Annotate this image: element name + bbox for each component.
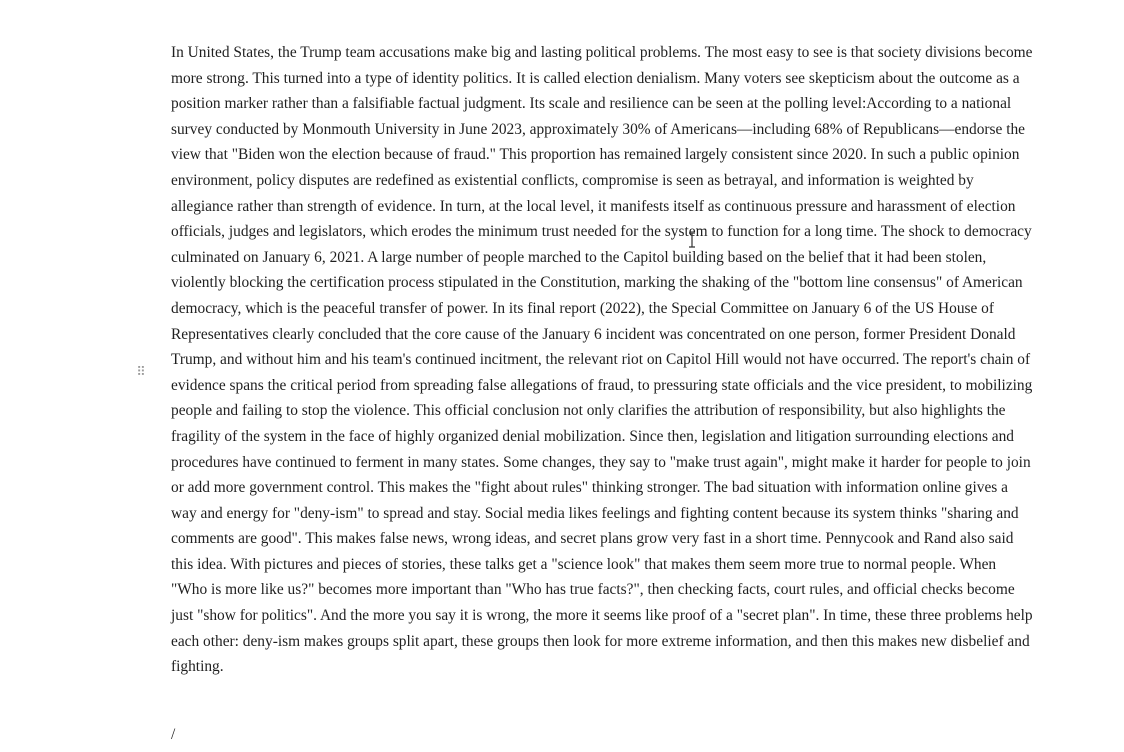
text-block[interactable] — [171, 40, 1033, 680]
document-body — [171, 40, 1033, 680]
drag-handle-icon[interactable]: ⠿ — [136, 365, 146, 380]
paragraph[interactable]: In United States, the Trump team accusations make big and lasting political problems. The most easy to see is that society divisions become more strong. This turned into a type of identity politics. It is called election denialism. Many voters see skepticism about the outcome as a position marker rather than a falsifiable factual judgment. Its scale and resilience can be seen at the polling level:According to a national survey conducted by Monmouth University in June 2023, approximately 30% of Americans—including 68% of Republicans—endorse the view that "Biden won the election because of fraud." This proportion has remained largely consistent since 2020. In such a public opinion environment, policy disputes are redefined as existential conflicts, compromise is seen as betrayal, and information is weighted by allegiance rather than strength of evidence. In turn, at the local level, it manifests itself as continuous pressure and harassment of election officials, judges and legislators, which erodes the minimum trust needed for the system to function for a long time. The shock to democracy culminated on January 6, 2021. A large number of people marched to the Capitol building based on the belief that it had been stolen, violently blocking the certification process stipulated in the Constitution, marking the shaking of the "bottom line consensus" of American democracy, which is the peaceful transfer of power. In its final report (2022), the Special Committee on January 6 of the US House of Representatives clearly concluded that the core cause of the January 6 incident was concentrated on one person, former President Donald Trump, and without him and his team's continued incitment, the relevant riot on Capitol Hill would not have occurred. The report's chain of evidence spans the critical period from spreading false allegations of fraud, to pressuring state officials and the vice president, to mobilizing people and failing to stop the violence. This official conclusion not only clarifies the attribution of responsibility, but also highlights the fragility of the system in the face of highly organized denial mobilization. Since then, legislation and litigation surrounding elections and procedures have continued to ferment in many states. Some changes, they say to "make trust again", might make it harder for people to join or add more government control. This makes the "fight about rules" thinking stronger. The bad situation with information online gives a way and energy for "deny-ism" to spread and stay. Social media likes feelings and fighting content because its system thinks "sharing and comments are good". This makes false news, wrong ideas, and secret plans grow very fast in a short time. Pennycook and Rand also said this idea. With pictures and pieces of stories, these talks get a "science look" that makes them seem more true to normal people. When "Who is more like us?" becomes more important than "Who has true facts?", then checking facts, court rules, and official checks become just "show for politics". And the more you say it is wrong, the more it seems like proof of a "secret plan". In time, these three problems help each other: deny-ism makes groups split apart, these groups then look for more extreme information, and then this makes new disbelief and fighting. — [171, 44, 1033, 676]
new-block-input[interactable]: / — [171, 726, 176, 743]
